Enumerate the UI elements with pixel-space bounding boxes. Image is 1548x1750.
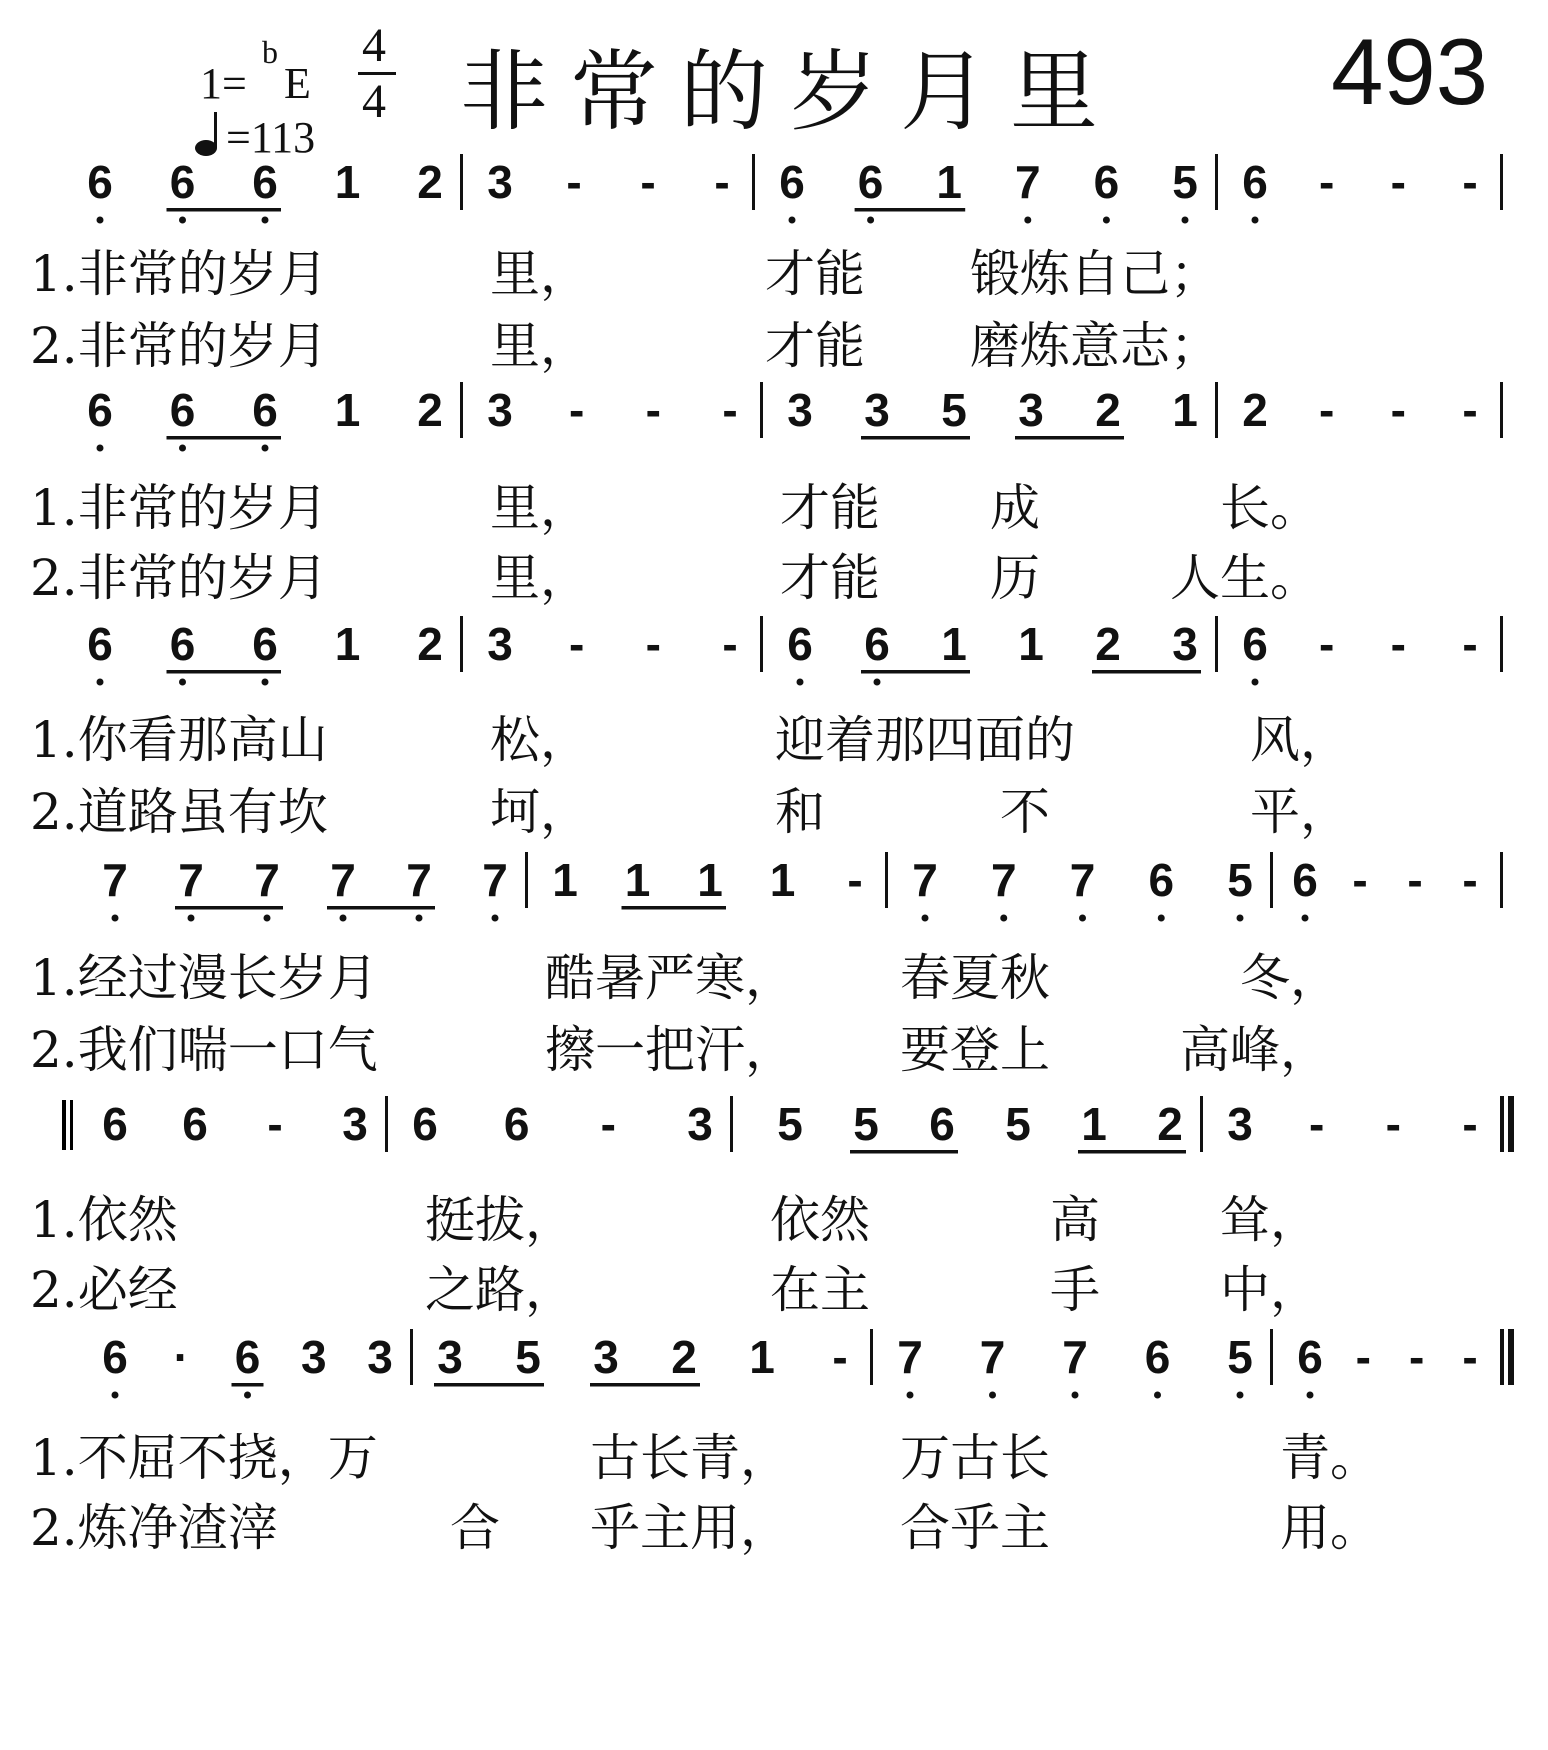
note: 3 (1018, 384, 1044, 436)
note: 6 (779, 156, 805, 208)
lyrics-verse-2 (30, 772, 1530, 841)
lyric-phrase: 万古长 (900, 1429, 1050, 1487)
lyric-phrase: 酷暑严寒， (545, 949, 795, 1007)
lyric-phrase: 要登上 (900, 1021, 1050, 1079)
lyric-phrase: 锻炼自己； (970, 245, 1220, 303)
note: 3 (787, 384, 813, 436)
note: 1 (624, 854, 651, 906)
dash-extension: - (645, 384, 661, 436)
note: 1 (1172, 384, 1198, 436)
note: 1 (749, 1331, 775, 1383)
low-octave-dot (179, 217, 186, 224)
lyric-phrase: 用。 (1280, 1499, 1380, 1557)
dash-extension: - (569, 618, 585, 670)
note: 3 (687, 1098, 713, 1150)
lyrics-verse-1 (30, 938, 1530, 1007)
lyric-phrase: 古长青， (590, 1429, 790, 1487)
note: 3 (437, 1331, 463, 1383)
note: 7 (990, 854, 1017, 906)
dash-extension: - (1462, 384, 1478, 436)
note: 1 (936, 156, 962, 208)
low-octave-dot (1103, 217, 1110, 224)
notation-staff (0, 612, 1548, 702)
lyric-phrase: 才能 (765, 317, 865, 375)
notation-staff (0, 378, 1548, 468)
low-octave-dot (112, 915, 119, 922)
note: 6 (87, 384, 113, 436)
note: 2 (417, 156, 443, 208)
note: 7 (482, 854, 508, 906)
eighth-underline (861, 670, 970, 674)
bar-line (1215, 382, 1218, 438)
low-octave-dot (112, 1392, 119, 1399)
dash-extension: - (1409, 1331, 1425, 1383)
lyric-phrase: 和 (775, 783, 825, 841)
dash-extension: - (1462, 618, 1478, 670)
lyric-phrase: 乎主用， (590, 1499, 790, 1557)
lyrics-verse-1 (30, 1418, 1530, 1487)
low-octave-dot (907, 1392, 914, 1399)
score-system (0, 612, 1548, 682)
lyric-phrase: 才能 (780, 479, 880, 537)
low-octave-dot (97, 445, 104, 452)
lyrics-verse-1 (30, 700, 1530, 769)
lyric-phrase: 挺拔， (425, 1191, 575, 1249)
dash-extension: - (1462, 854, 1478, 906)
bar-line (460, 382, 463, 438)
lyric-phrase: 之路， (425, 1261, 575, 1319)
lyrics-verse-2 (30, 538, 1530, 607)
eighth-underline (434, 1383, 544, 1387)
low-octave-dot (262, 217, 269, 224)
note: 7 (897, 1331, 923, 1383)
note: 6 (182, 1098, 208, 1150)
lyric-phrase: 历 (990, 549, 1040, 607)
eighth-underline (1078, 1150, 1186, 1154)
bar-line (385, 1096, 388, 1152)
dash-extension: - (1462, 1098, 1478, 1150)
repeat-start-bar (62, 1100, 66, 1150)
dash-extension: - (1309, 1098, 1325, 1150)
note: 7 (102, 854, 128, 906)
dash-extension: - (722, 384, 738, 436)
lyric-phrase: 1.非常的岁月 (30, 245, 328, 303)
lyric-phrase: 冬， (1240, 949, 1340, 1007)
dash-extension: - (566, 156, 582, 208)
notation-staff (0, 1092, 1548, 1182)
note: 7 (979, 1331, 1006, 1383)
lyric-phrase: 2.非常的岁月 (30, 317, 328, 375)
eighth-underline (855, 208, 966, 212)
score-system (0, 1092, 1548, 1162)
dash-extension: - (1385, 1098, 1401, 1150)
low-octave-dot (1252, 217, 1259, 224)
note: 6 (1093, 156, 1120, 208)
lyric-phrase: 才能 (765, 245, 865, 303)
note: 6 (864, 618, 890, 670)
low-octave-dot (244, 1392, 251, 1399)
bar-line (870, 1329, 873, 1385)
note: 1 (334, 156, 361, 208)
repeat-start-bar (70, 1100, 73, 1150)
bar-line (1500, 852, 1503, 908)
score-system (0, 378, 1548, 448)
note: 7 (330, 854, 356, 906)
key-signature-prefix: 1= (200, 59, 247, 108)
low-octave-dot (340, 915, 347, 922)
bar-line (760, 616, 763, 672)
bar-line (1270, 852, 1273, 908)
low-octave-dot (262, 445, 269, 452)
dash-extension: - (832, 1331, 848, 1383)
low-octave-dot (264, 915, 271, 922)
note: 6 (503, 1098, 530, 1150)
eighth-underline (167, 436, 282, 440)
dash-extension: - (847, 854, 863, 906)
note: 5 (941, 384, 967, 436)
score-system (0, 848, 1548, 918)
score-system (0, 150, 1548, 220)
lyric-phrase: 2.非常的岁月 (30, 549, 328, 607)
lyric-phrase: 不 (1000, 783, 1050, 841)
bar-line (1500, 616, 1503, 672)
dash-extension: - (645, 618, 661, 670)
low-octave-dot (1182, 217, 1189, 224)
lyric-phrase: 里， (490, 317, 590, 375)
low-octave-dot (1079, 915, 1086, 922)
bar-line (752, 154, 755, 210)
dash-extension: - (714, 156, 730, 208)
eighth-underline (1092, 670, 1201, 674)
lyric-phrase: 2.我们喘一口气 (30, 1021, 378, 1079)
low-octave-dot (1024, 217, 1031, 224)
eighth-underline (175, 906, 283, 910)
lyric-phrase: 磨炼意志； (970, 317, 1220, 375)
dash-extension: - (1319, 156, 1335, 208)
low-octave-dot (179, 679, 186, 686)
note: 7 (254, 854, 280, 906)
final-bar-line (1508, 1096, 1514, 1152)
low-octave-dot (1158, 915, 1165, 922)
eighth-underline (167, 208, 282, 212)
note: 5 (1005, 1098, 1031, 1150)
hymn-title: 非常的岁月里 (460, 40, 1121, 143)
key-note: E (284, 59, 311, 108)
note: 7 (1015, 156, 1041, 208)
notation-staff (0, 848, 1548, 938)
lyric-phrase: 在主 (770, 1261, 870, 1319)
low-octave-dot (789, 217, 796, 224)
bar-line (760, 382, 763, 438)
dash-extension: - (1462, 1331, 1478, 1383)
low-octave-dot (1072, 1392, 1079, 1399)
lyric-phrase: 成 (990, 479, 1040, 537)
note: 6 (1242, 618, 1268, 670)
note: 6 (169, 384, 196, 436)
note: 3 (593, 1331, 619, 1383)
dash-extension: - (722, 618, 738, 670)
low-octave-dot (416, 915, 423, 922)
note: 3 (367, 1331, 393, 1383)
note: 1 (334, 384, 361, 436)
bar-line (1500, 1096, 1504, 1152)
low-octave-dot (492, 915, 499, 922)
lyrics-verse-1 (30, 468, 1530, 537)
note: 6 (102, 1331, 128, 1383)
dash-extension: - (1355, 1331, 1371, 1383)
bar-line (1200, 1096, 1203, 1152)
lyric-phrase: 里， (490, 549, 590, 607)
bar-line (410, 1329, 413, 1385)
lyric-phrase: 2.炼净渣滓 (30, 1499, 278, 1557)
lyric-phrase: 合 (450, 1499, 500, 1557)
hymn-number: 493 (1331, 19, 1488, 124)
lyric-phrase: 2.道路虽有坎 (30, 783, 328, 841)
lyric-phrase: 长。 (1220, 479, 1320, 537)
lyric-phrase: 1.非常的岁月 (30, 479, 328, 537)
lyric-phrase: 手 (1050, 1261, 1100, 1319)
note: 6 (252, 384, 278, 436)
lyric-phrase: 里， (490, 479, 590, 537)
low-octave-dot (797, 679, 804, 686)
note: 6 (857, 156, 884, 208)
note: 3 (342, 1098, 368, 1150)
note: 1 (941, 618, 967, 670)
dash-extension: - (1319, 384, 1335, 436)
note: 3 (1172, 618, 1198, 670)
note: 3 (1227, 1098, 1253, 1150)
dash-extension: - (600, 1098, 616, 1150)
bar-line (1215, 154, 1218, 210)
lyric-phrase: 1.不屈不挠，万 (30, 1429, 378, 1487)
note: 2 (1095, 618, 1121, 670)
lyric-phrase: 风， (1250, 711, 1350, 769)
bar-line (885, 852, 888, 908)
note: 6 (87, 618, 113, 670)
note: 6 (1242, 156, 1268, 208)
lyric-phrase: 春夏秋 (900, 949, 1050, 1007)
dash-extension: - (1390, 156, 1406, 208)
notation-staff (0, 1325, 1548, 1415)
note: 6 (787, 618, 813, 670)
time-signature-bottom: 4 (362, 75, 386, 128)
note: 7 (912, 854, 938, 906)
low-octave-dot (97, 217, 104, 224)
note: 2 (671, 1331, 697, 1383)
note: 1 (769, 854, 796, 906)
low-octave-dot (922, 915, 929, 922)
dash-extension: - (569, 384, 585, 436)
note: 1 (1018, 618, 1044, 670)
note: 1 (697, 854, 723, 906)
dash-extension: - (640, 156, 656, 208)
dash-extension: - (1352, 854, 1368, 906)
note: 3 (487, 384, 513, 436)
eighth-underline (1015, 436, 1124, 440)
dash-extension: - (267, 1098, 283, 1150)
lyric-phrase: 高峰， (1180, 1021, 1330, 1079)
note: 5 (1227, 1331, 1253, 1383)
note: 6 (1292, 854, 1318, 906)
lyrics-verse-2 (30, 1488, 1530, 1557)
low-octave-dot (1307, 1392, 1314, 1399)
notation-staff (0, 150, 1548, 240)
note: 1 (334, 618, 361, 670)
note: 5 (515, 1331, 541, 1383)
note: 6 (929, 1098, 955, 1150)
lyric-phrase: 人生。 (1170, 549, 1320, 607)
dash-extension: - (1407, 854, 1423, 906)
note: 6 (1297, 1331, 1323, 1383)
note: 6 (169, 156, 196, 208)
score-system (0, 1325, 1548, 1395)
bar-line (1500, 154, 1503, 210)
note: 3 (487, 156, 513, 208)
augmentation-dot: · (173, 1331, 189, 1383)
dash-extension: - (1390, 618, 1406, 670)
note: 7 (1062, 1331, 1088, 1383)
eighth-underline (167, 670, 282, 674)
note: 2 (1242, 384, 1268, 436)
time-signature-top: 4 (362, 19, 386, 72)
note: 7 (178, 854, 204, 906)
low-octave-dot (97, 679, 104, 686)
low-octave-dot (179, 445, 186, 452)
lyric-phrase: 1.你看那高山 (30, 711, 328, 769)
lyric-phrase: 青。 (1280, 1429, 1380, 1487)
lyric-phrase: 依然 (770, 1191, 870, 1249)
dash-extension: - (1390, 384, 1406, 436)
note: 5 (853, 1098, 879, 1150)
note: 2 (417, 618, 443, 670)
note: 6 (234, 1331, 261, 1383)
low-octave-dot (188, 915, 195, 922)
bar-line (730, 1096, 733, 1152)
low-octave-dot (874, 679, 881, 686)
note: 7 (1069, 854, 1096, 906)
note: 6 (102, 1098, 128, 1150)
note: 6 (252, 156, 278, 208)
lyrics-verse-2 (30, 1010, 1530, 1079)
lyric-phrase: 平， (1250, 783, 1350, 841)
lyrics-verse-2 (30, 306, 1530, 375)
key-flat-sign: b (262, 34, 278, 70)
lyric-phrase: 松， (490, 711, 590, 769)
eighth-underline (327, 906, 435, 910)
note: 2 (1157, 1098, 1183, 1150)
dash-extension: - (1462, 156, 1478, 208)
low-octave-dot (262, 679, 269, 686)
lyric-phrase: 耸， (1220, 1191, 1320, 1249)
lyric-phrase: 1.经过漫长岁月 (30, 949, 378, 1007)
note: 5 (777, 1098, 803, 1150)
eighth-underline (850, 1150, 958, 1154)
note: 1 (552, 854, 578, 906)
low-octave-dot (1237, 1392, 1244, 1399)
note: 3 (300, 1331, 327, 1383)
bar-line (460, 154, 463, 210)
lyric-phrase: 坷， (490, 783, 590, 841)
low-octave-dot (1252, 679, 1259, 686)
note: 6 (252, 618, 278, 670)
bar-line (525, 852, 528, 908)
lyric-phrase: 高 (1050, 1191, 1100, 1249)
note: 2 (417, 384, 443, 436)
low-octave-dot (867, 217, 874, 224)
lyric-phrase: 擦一把汗， (545, 1021, 795, 1079)
eighth-underline (861, 436, 970, 440)
lyric-phrase: 迎着那四面的 (775, 711, 1075, 769)
lyric-phrase: 合乎主 (900, 1499, 1050, 1557)
note: 6 (169, 618, 196, 670)
note: 6 (1144, 1331, 1171, 1383)
lyric-phrase: 里， (490, 245, 590, 303)
note: 6 (412, 1098, 438, 1150)
dash-extension: - (1319, 618, 1335, 670)
note: 3 (864, 384, 890, 436)
bar-line (460, 616, 463, 672)
low-octave-dot (1237, 915, 1244, 922)
low-octave-dot (989, 1392, 996, 1399)
lyric-phrase: 2.必经 (30, 1261, 178, 1319)
low-octave-dot (1154, 1392, 1161, 1399)
lyrics-verse-2 (30, 1250, 1530, 1319)
bar-line (1500, 1329, 1504, 1385)
note: 1 (1081, 1098, 1107, 1150)
note: 2 (1095, 384, 1121, 436)
low-octave-dot (1000, 915, 1007, 922)
eighth-underline (590, 1383, 700, 1387)
note: 5 (1227, 854, 1253, 906)
low-octave-dot (1302, 915, 1309, 922)
note: 6 (87, 156, 113, 208)
eighth-underline (622, 906, 727, 910)
eighth-underline (232, 1383, 264, 1387)
lyrics-verse-1 (30, 1180, 1530, 1249)
note: 7 (406, 854, 432, 906)
bar-line (1500, 382, 1503, 438)
tempo-marking: =113 (226, 113, 316, 162)
lyrics-verse-1 (30, 234, 1530, 303)
lyric-phrase: 1.依然 (30, 1191, 178, 1249)
lyric-phrase: 才能 (780, 549, 880, 607)
bar-line (1215, 616, 1218, 672)
note: 6 (1148, 854, 1175, 906)
bar-line (1270, 1329, 1273, 1385)
note: 3 (487, 618, 513, 670)
note: 5 (1172, 156, 1198, 208)
lyric-phrase: 中， (1220, 1261, 1320, 1319)
final-bar-line (1508, 1329, 1514, 1385)
